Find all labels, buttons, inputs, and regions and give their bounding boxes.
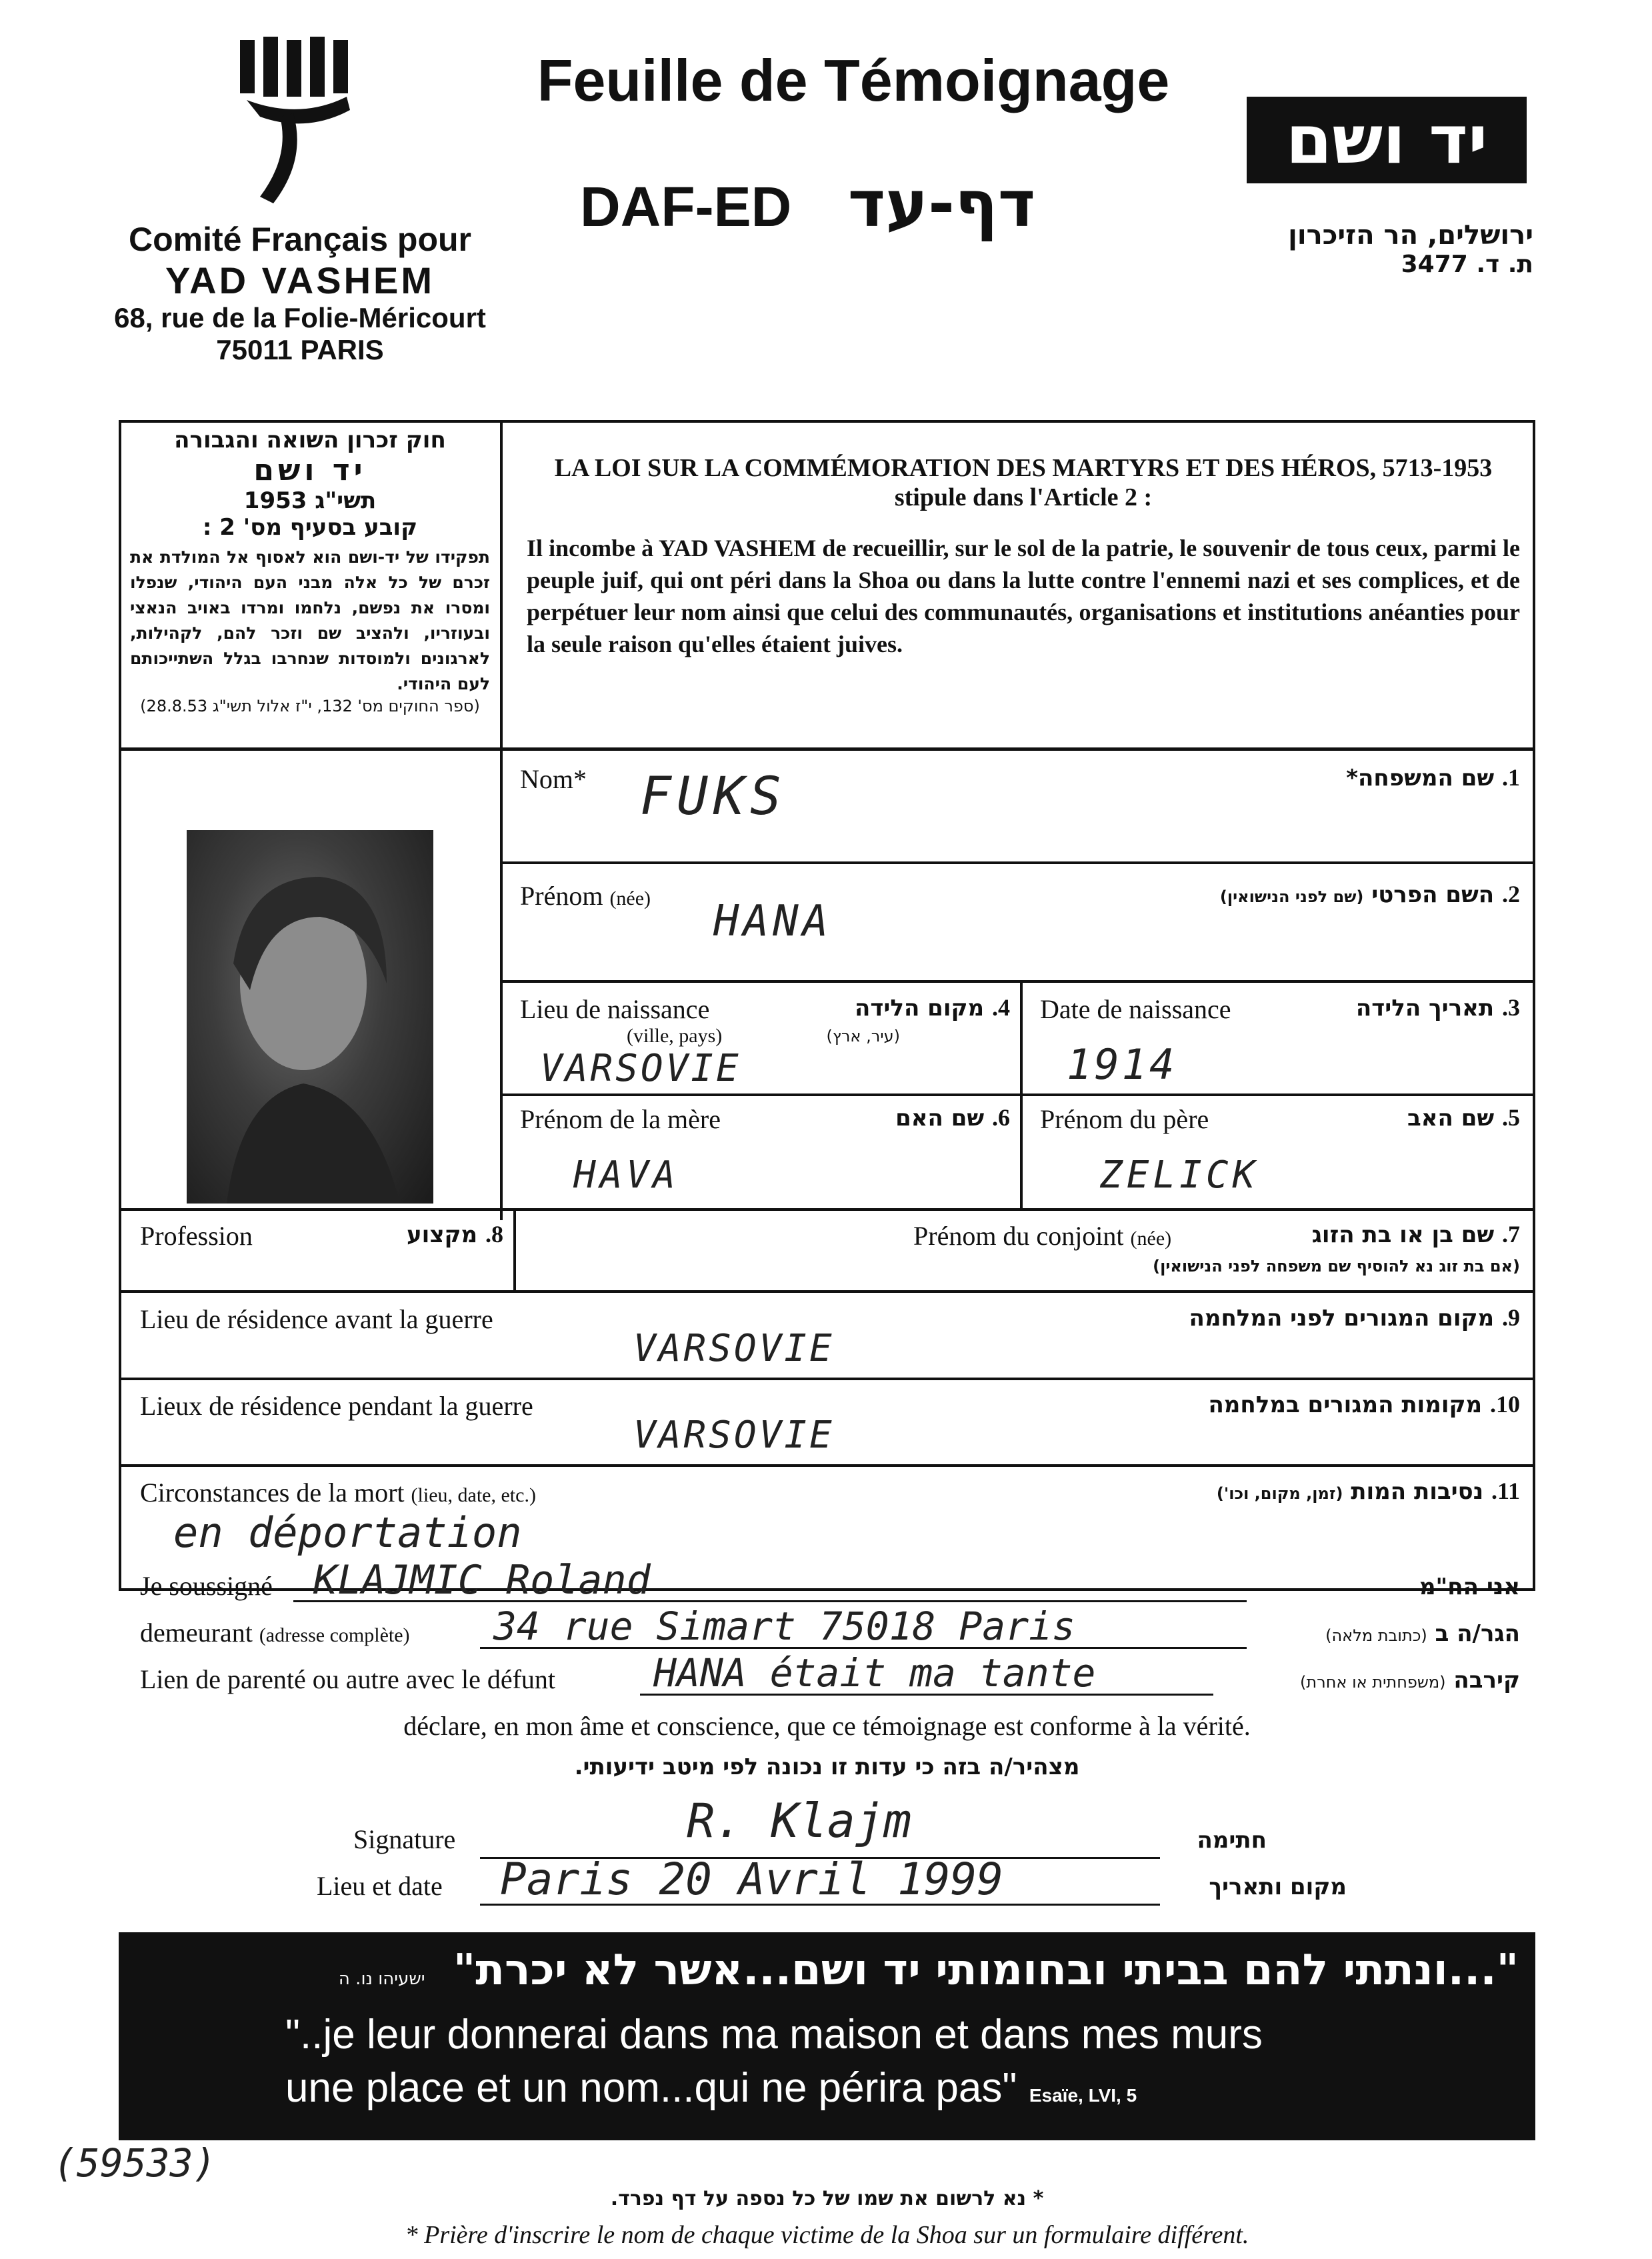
lieu-naissance-value[interactable]: VARSOVIE	[540, 1047, 741, 1090]
prenom-heb-label: השם הפרטי	[1371, 881, 1495, 908]
circonstances-value[interactable]: en déportation	[173, 1508, 522, 1557]
prenom-mere-label: Prénom de la mère	[520, 1104, 721, 1134]
prenom-heb-sub: (שם לפני הנישואין)	[1219, 887, 1364, 906]
circonstances-label	[140, 1477, 536, 1508]
demeurant-label-text: demeurant	[140, 1618, 253, 1648]
committee-block	[100, 220, 500, 366]
demeurant-heb	[1267, 1620, 1520, 1647]
yad-vashem-logo	[1247, 97, 1527, 183]
residence-pendant-num: 10.	[1490, 1391, 1520, 1418]
lien-value[interactable]: HANA était ma tante	[653, 1650, 1096, 1696]
nom-label: Nom*	[520, 764, 587, 794]
conjoint-heb	[1227, 1220, 1520, 1248]
prenom-pere-label: Prénom du père	[1040, 1104, 1209, 1134]
lieu-naissance-heb	[773, 993, 1010, 1021]
prenom-heb	[1067, 880, 1520, 908]
nom-heb	[1200, 763, 1520, 791]
residence-pendant-label: Lieux de résidence pendant la guerre	[140, 1391, 533, 1421]
date-naissance-num: 3.	[1502, 994, 1520, 1021]
address-line-2: ת. ד. 3477	[1401, 251, 1533, 278]
committee-line-3: 68, rue de la Folie-Méricourt	[114, 302, 486, 333]
prenom-mere-heb	[800, 1103, 1010, 1132]
committee-line-4: 75011 PARIS	[216, 334, 384, 365]
banner-french-ref: Esaïe, LVI, 5	[1029, 2085, 1137, 2106]
lien-heb-sub: (משפחתית או אחרת)	[1300, 1673, 1446, 1692]
prenom-pere-num: 5.	[1502, 1104, 1520, 1131]
demeurant-heb-label: הגר/ה ב	[1435, 1620, 1520, 1647]
grid-line	[500, 861, 1535, 864]
quote-banner	[119, 1932, 1535, 2140]
daf-ed-latin: DAF-ED	[580, 175, 792, 238]
date-naissance-heb	[1300, 993, 1520, 1021]
banner-french-1: "..je leur donnerai dans ma maison et dans mes murs	[285, 2012, 1263, 2058]
profession-num: 8.	[485, 1221, 503, 1248]
demeurant-heb-sub: (כתובת מלאה)	[1325, 1626, 1427, 1645]
banner-french-2-row	[285, 2064, 1137, 2112]
prenom-sub: (née)	[609, 887, 651, 909]
demeurant-label	[140, 1617, 410, 1648]
nom-value[interactable]: FUKS	[640, 767, 787, 827]
profession-heb	[333, 1220, 503, 1248]
signature-label: Signature	[353, 1824, 456, 1854]
prenom-mere-num: 6.	[992, 1104, 1010, 1131]
prenom-mere-heb-label: שם האם	[895, 1105, 985, 1132]
conjoint-label	[913, 1220, 1171, 1252]
date-naissance-label: Date de naissance	[1040, 994, 1231, 1024]
prenom-num: 2.	[1502, 881, 1520, 907]
declaration-heb: מצהיר/ה בזה כי עדות זו נכונה לפי מיטב ידיעותי.	[574, 1754, 1080, 1780]
menorah-logo	[233, 33, 367, 213]
residence-avant-num: 9.	[1502, 1304, 1520, 1331]
daf-ed-title	[580, 167, 1153, 241]
lieu-date-value[interactable]: Paris 20 Avril 1999	[500, 1854, 1003, 1905]
lien-heb	[1227, 1667, 1520, 1694]
prenom-label-text: Prénom	[520, 881, 603, 911]
law-hebrew-block	[130, 427, 490, 715]
law-heb-line-1: חוק זכרון השואה והגבורה	[174, 427, 446, 453]
prenom-label	[520, 880, 651, 911]
residence-pendant-value[interactable]: VARSOVIE	[633, 1414, 835, 1457]
conjoint-label-text: Prénom du conjoint	[913, 1221, 1124, 1251]
prenom-value[interactable]: HANA	[713, 897, 833, 946]
signature-heb: חתימה	[1197, 1827, 1267, 1854]
circonstances-heb-sub: (זמן, מקום, וכו')	[1216, 1484, 1343, 1503]
lieu-naissance-label: Lieu de naissance	[520, 994, 710, 1024]
nom-num: 1.	[1502, 764, 1520, 791]
law-heb-line-3: תשי"ג 1953	[243, 487, 377, 514]
committee-line-1: Comité Français pour	[129, 221, 471, 258]
committee-line-2: YAD VASHEM	[165, 259, 435, 301]
grid-line	[119, 1208, 1535, 1211]
lieu-date-label: Lieu et date	[317, 1871, 443, 1901]
daf-ed-hebrew: דף-עד	[847, 167, 1036, 241]
grid-line	[1020, 980, 1023, 1210]
residence-avant-value[interactable]: VARSOVIE	[633, 1327, 835, 1370]
conjoint-heb-label: שם בן או בת הזוג	[1311, 1222, 1495, 1248]
declaration-text: déclare, en mon âme et conscience, que ce témoignage est conforme à la vérité.	[403, 1711, 1251, 1741]
law-fr-body: Il incombe à YAD VASHEM de recueillir, sur le sol de la patrie, le souvenir de tous ceux, parmi le peuple juif, qui ont péri dans la Shoa ou dans la lutte contre l'ennemi nazi et ses complices, et de perpétuer leur nom ainsi que celui des communautés, organisations et institutions anéanties pour la seule raison qu'elles étaient juives.	[527, 535, 1520, 657]
profession-heb-label: מקצוע	[407, 1222, 478, 1248]
footnote-french: * Prière d'inscrire le nom de chaque victime de la Shoa sur un formulaire différent.	[405, 2221, 1249, 2249]
footnote-hebrew: * נא לרשום את שמו של כל נספה על דף נפרד.	[610, 2187, 1044, 2210]
prenom-mere-value[interactable]: HAVA	[573, 1154, 679, 1197]
law-heb-ref: (ספר החוקים מס' 132, י"ז אלול תשי"ג 28.8.53)	[140, 697, 480, 715]
banner-french-2: une place et un nom...qui ne périra pas"	[285, 2065, 1017, 2111]
lieu-naissance-heb-label: מקום הלידה	[855, 995, 985, 1021]
law-fr-title: LA LOI SUR LA COMMÉMORATION DES MARTYRS ET DES HÉROS, 5713-1953	[554, 454, 1493, 482]
lieu-naissance-sub: (ville, pays)	[627, 1025, 723, 1047]
grid-line	[500, 980, 1535, 983]
prenom-pere-value[interactable]: ZELICK	[1100, 1154, 1259, 1197]
lieu-naissance-num: 4.	[992, 994, 1010, 1021]
handwritten-reference: (59533)	[53, 2140, 217, 2186]
circonstances-heb	[1053, 1477, 1520, 1505]
law-heb-line-2: יד ושם	[253, 453, 367, 487]
logo-hebrew-text: יד ושם	[1285, 101, 1488, 179]
circonstances-sub: (lieu, date, etc.)	[411, 1484, 536, 1506]
grid-line	[500, 1093, 1535, 1096]
residence-pendant-heb	[1053, 1390, 1520, 1418]
soussigne-heb: אני הח"מ	[1419, 1574, 1520, 1600]
grid-line	[513, 1208, 516, 1292]
conjoint-sub: (née)	[1130, 1228, 1172, 1250]
grid-line	[119, 1464, 1535, 1467]
grid-line	[119, 1378, 1535, 1380]
circonstances-label-text: Circonstances de la mort	[140, 1478, 405, 1508]
date-naissance-value[interactable]: 1914	[1067, 1040, 1177, 1089]
soussigne-label: Je soussigné	[140, 1571, 273, 1601]
lien-label: Lien de parenté ou autre avec le défunt	[140, 1664, 556, 1694]
banner-hebrew-quote: "...ונתתי להם בביתי ובחומותי יד ושם...אשר לא יכרת"	[453, 1946, 1519, 1995]
profession-label: Profession	[140, 1221, 253, 1251]
nom-heb-label: שם המשפחה*	[1346, 765, 1495, 791]
residence-avant-heb	[1053, 1304, 1520, 1332]
residence-avant-heb-label: מקום המגורים לפני המלחמה	[1189, 1305, 1495, 1332]
demeurant-value[interactable]: 34 rue Simart 75018 Paris	[493, 1604, 1075, 1649]
conjoint-num: 7.	[1502, 1221, 1520, 1248]
soussigne-value[interactable]: KLAJMIC Roland	[313, 1557, 651, 1604]
law-french-block	[527, 453, 1520, 660]
law-heb-body: תפקידו של יד-ושם הוא לאסוף אל המולדת את זכרם של כל אלה מבני העם היהודי, שנפלו ומסרו את נפשם, נלחמו ומרדו באויב הנאצי ובעוזריו, ולהציב שם וזכר להם, לקהילות, לארגונים ולמוסדות שנחרבו בגלל השתייכותם לעם היהודי.	[130, 547, 490, 693]
law-heb-line-4: קובע בסעיף מס' 2 :	[202, 514, 418, 541]
law-fr-subtitle: stipule dans l'Article 2 :	[894, 483, 1153, 511]
signature-value[interactable]: R. Klajm	[687, 1794, 912, 1848]
residence-pendant-heb-label: מקומות המגורים במלחמה	[1208, 1392, 1483, 1418]
page-title: Feuille de Témoignage	[537, 47, 1170, 113]
date-naissance-heb-label: תאריך הלידה	[1355, 995, 1495, 1021]
residence-avant-label: Lieu de résidence avant la guerre	[140, 1304, 493, 1334]
circonstances-num: 11.	[1491, 1478, 1520, 1504]
demeurant-sub: (adresse complète)	[259, 1624, 410, 1646]
lieu-date-heb: מקום ותאריך	[1209, 1874, 1347, 1900]
conjoint-heb-sub: (אם בת זוג נא להוסיף שם משפחה לפני הנישואין)	[1153, 1257, 1520, 1276]
grid-line	[119, 1290, 1535, 1293]
prenom-pere-heb	[1320, 1103, 1520, 1132]
banner-hebrew-ref: ישעיהו נו. ה	[338, 1969, 425, 1989]
banner-hebrew	[272, 1946, 1519, 1995]
address-line-1: ירושלים, הר הזיכרון	[1288, 220, 1533, 251]
circonstances-heb-label: נסיבות המות	[1351, 1478, 1484, 1505]
lieu-naissance-heb-sub: (עיר, ארץ)	[826, 1027, 900, 1045]
prenom-pere-heb-label: שם האב	[1407, 1105, 1495, 1132]
jerusalem-address	[1240, 220, 1533, 278]
lien-heb-label: קירבה	[1453, 1667, 1520, 1694]
